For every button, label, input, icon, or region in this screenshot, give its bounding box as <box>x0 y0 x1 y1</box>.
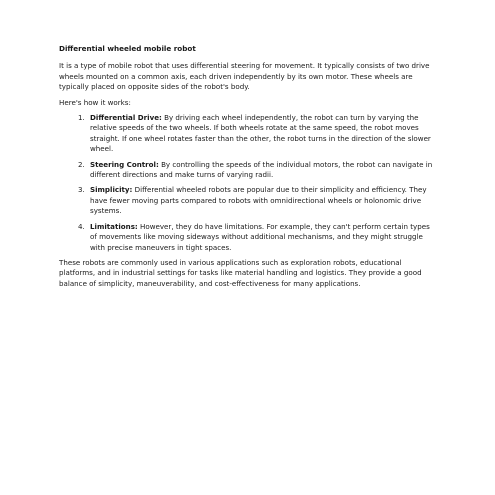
list-item-term: Limitations: <box>90 221 138 231</box>
intro-paragraph: It is a type of mobile robot that uses differential steering for movement. It typically consists of two drive wheels mounted on a common axis, each driven independently by its own motor. These wheels are typically placed on opposite sides of the robot's body. <box>59 61 430 92</box>
list-item-term: Steering Control: <box>90 159 159 169</box>
how-it-works-list <box>59 113 437 253</box>
list-item-text: By driving each wheel independently, the robot can turn by varying the relative speeds of the two wheels. If both wheels rotate at the same speed, the robot moves straight. If one wheel rotates faster than the other, the robot turns in the direction of the slower wheel. <box>90 113 431 154</box>
list-item-text: Differential wheeled robots are popular due to their simplicity and efficiency. They have fewer moving parts compared to robots with omnidirectional wheels or holonomic drive systems. <box>90 185 427 216</box>
list-item <box>87 222 437 253</box>
list-item-text: By controlling the speeds of the individual motors, the robot can navigate in different directions and make turns of varying radii. <box>90 159 433 180</box>
list-item <box>87 160 437 181</box>
list-item <box>87 185 437 216</box>
list-item-text: However, they do have limitations. For example, they can't perform certain types of movements like moving sideways without additional mechanisms, and they might struggle with precise maneuvers in tight spaces. <box>90 221 430 252</box>
list-item-term: Differential Drive: <box>90 113 162 123</box>
list-item-term: Simplicity: <box>90 185 133 195</box>
document-body <box>59 44 437 289</box>
lead-paragraph: Here's how it works: <box>59 97 131 107</box>
closing-paragraph: These robots are commonly used in various applications such as exploration robots, educational platforms, and in industrial settings for tasks like material handling and logistics. They provide a good balance of simplicity, maneuverability, and cost-effectiveness for many applications. <box>59 257 422 288</box>
list-item <box>87 113 437 155</box>
document-title: Differential wheeled mobile robot <box>59 44 196 53</box>
